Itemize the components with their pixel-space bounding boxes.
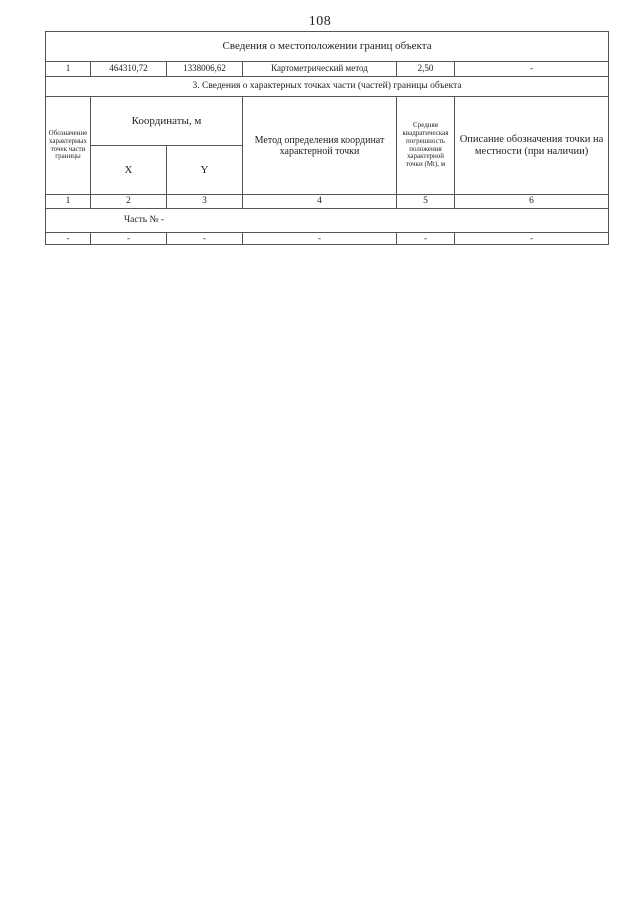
boundary-cell-accuracy: 2,50 <box>397 62 455 77</box>
column-number: 1 <box>46 195 91 209</box>
table-cell: - <box>91 233 167 245</box>
column-number: 3 <box>167 195 243 209</box>
table-cell: - <box>243 233 397 245</box>
col-header-x: X <box>91 146 167 195</box>
table-cell: - <box>397 233 455 245</box>
column-number-row <box>46 195 609 209</box>
col-header-method: Метод определения координат характерной точки <box>243 97 397 195</box>
column-number: 4 <box>243 195 397 209</box>
section-title: 3. Сведения о характерных точках части (частей) границы объекта <box>46 77 609 97</box>
column-number: 5 <box>397 195 455 209</box>
section-title-row <box>46 77 609 97</box>
part-label: Часть № - <box>46 209 609 233</box>
table-cell: - <box>455 233 609 245</box>
boundary-cell-description: - <box>455 62 609 77</box>
boundary-cell-method: Картометрический метод <box>243 62 397 77</box>
boundary-cell-point: 1 <box>46 62 91 77</box>
column-number: 2 <box>91 195 167 209</box>
boundary-cell-y: 1338006,62 <box>167 62 243 77</box>
empty-data-row <box>46 233 609 245</box>
col-header-coordinates: Координаты, м <box>91 97 243 146</box>
table-cell: - <box>46 233 91 245</box>
part-row <box>46 209 609 233</box>
table-header-row <box>46 32 609 62</box>
boundary-cell-x: 464310,72 <box>91 62 167 77</box>
col-header-description: Описание обозначения точки на местности (при наличии) <box>455 97 609 195</box>
table-cell: - <box>167 233 243 245</box>
column-number: 6 <box>455 195 609 209</box>
page-number: 108 <box>308 14 332 29</box>
col-header-accuracy: Средняя квадратическая погрешность положения характерной точки (Mt), м <box>397 97 455 195</box>
table-title: Сведения о местоположении границ объекта <box>46 32 609 62</box>
boundary-table <box>45 31 609 245</box>
column-header-row <box>46 97 609 146</box>
col-header-y: Y <box>167 146 243 195</box>
col-header-point: Обозначение характерных точек части границы <box>46 97 91 195</box>
boundary-data-row <box>46 62 609 77</box>
